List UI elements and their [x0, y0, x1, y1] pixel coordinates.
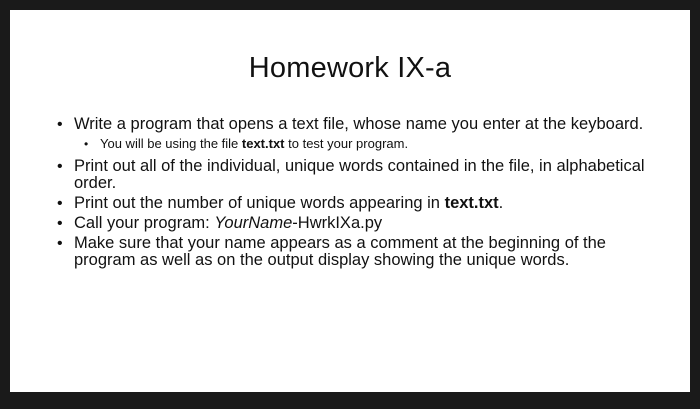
bullet-text-pre: Call your program:	[74, 214, 215, 232]
bullet-marker: •	[57, 158, 63, 175]
bullet-item-write-program	[56, 116, 656, 133]
bullet-marker: •	[57, 195, 63, 212]
sub-bullet-text-post: to test your program.	[284, 136, 409, 151]
sub-bullet-marker: •	[84, 137, 89, 151]
sub-bullet-item-test-file	[56, 136, 656, 152]
bullet-filename: text.txt	[444, 194, 499, 212]
bullet-item-print-words	[56, 158, 656, 192]
sub-bullet-text-pre: You will be using the file	[100, 136, 242, 151]
bullet-list	[56, 116, 656, 272]
bullet-program-suffix: -HwrkIXa.py	[292, 214, 383, 232]
bullet-text-post: .	[498, 194, 504, 212]
bullet-marker: •	[57, 116, 63, 133]
bullet-marker: •	[57, 235, 63, 252]
bullet-text: Print out all of the individual, unique words contained in the file, in alphabetical order.	[74, 157, 645, 192]
slide	[10, 10, 690, 392]
bullet-item-print-count	[56, 195, 656, 212]
slide-title: Homework IX-a	[248, 52, 452, 84]
bullet-text-pre: Print out the number of unique words appearing in	[74, 194, 445, 212]
bullet-text: Write a program that opens a text file, whose name you enter at the keyboard.	[74, 115, 644, 133]
bullet-item-call-program	[56, 215, 656, 232]
bullet-text: Make sure that your name appears as a comment at the beginning of the program as well as on the output display showing the unique words.	[74, 234, 606, 269]
sub-bullet-filename: text.txt	[241, 136, 285, 151]
bullet-marker: •	[57, 215, 63, 232]
bullet-item-name-comment	[56, 235, 656, 269]
bullet-program-name: YourName	[214, 214, 293, 232]
